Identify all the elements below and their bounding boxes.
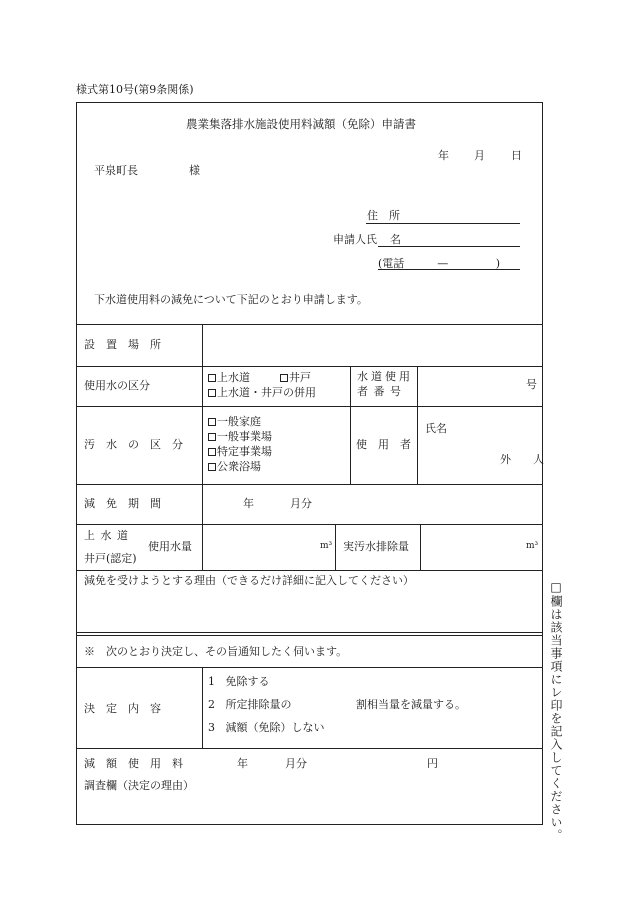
date-day-label: 日: [511, 149, 522, 162]
sewage-option-household[interactable]: 一般家庭: [208, 416, 261, 429]
period-year: 年: [243, 497, 254, 510]
vrule-mid-2: [417, 366, 418, 484]
applicant-name-label: 名: [390, 233, 401, 246]
form-title: 農業集落排水施設使用料減額（免除）申請書: [186, 117, 416, 131]
recipient-name: 平泉町長: [94, 164, 138, 177]
period-label: 減 免 期 間: [84, 497, 161, 510]
water-option-tap[interactable]: 上水道: [208, 372, 250, 385]
usage-label-bottom: 井戸(認定): [84, 552, 137, 565]
rule-5: [76, 524, 543, 525]
vrule-mid-4: [420, 524, 421, 570]
survey-field[interactable]: [84, 796, 536, 822]
date-year-label: 年: [438, 149, 449, 162]
rule-3: [76, 406, 543, 407]
water-type-label: 使用水の区分: [84, 379, 150, 392]
water-option-both[interactable]: 上水道・井戸の併用: [208, 387, 316, 400]
checkbox-icon[interactable]: [208, 418, 216, 426]
vrule-decision: [202, 667, 203, 748]
checkbox-icon[interactable]: [208, 463, 216, 471]
reason-field[interactable]: [84, 592, 536, 628]
actual-discharge-label: 実汚水排除量: [343, 540, 409, 553]
form-frame: [76, 102, 543, 825]
rule-7a: [76, 632, 543, 633]
sewage-type-label: 汚 水 の 区 分: [84, 438, 183, 451]
address-underline[interactable]: [366, 223, 520, 224]
reduction-year: 年: [237, 757, 248, 770]
rule-4: [76, 484, 543, 485]
side-note: □欄は該当事項にレ印を記入してください。: [549, 580, 563, 842]
intro-text: 下水道使用料の減免について下記のとおり申請します。: [94, 293, 368, 306]
decision-item-2-suffix: 割相当量を減量する。: [356, 698, 466, 711]
survey-label: 調査欄（決定の理由）: [84, 779, 194, 792]
form-number: 様式第10号(第9条関係): [76, 83, 194, 96]
usage-label-top: 上 水 道: [84, 529, 129, 542]
rule-2: [76, 366, 543, 367]
user-others-suffix: 外 人: [500, 453, 544, 466]
sewage-option-specific-business[interactable]: 特定事業場: [208, 446, 272, 459]
period-month: 月分: [290, 497, 312, 510]
sewage-option-general-business[interactable]: 一般事業場: [208, 431, 272, 444]
rule-6: [76, 570, 543, 571]
checkbox-icon[interactable]: [208, 448, 216, 456]
usage-label-right: 使用水量: [148, 540, 192, 553]
vrule-mid-3: [335, 524, 336, 570]
checkbox-icon[interactable]: [208, 389, 216, 397]
reduction-month: 月分: [285, 757, 307, 770]
location-label: 設 置 場 所: [84, 338, 161, 351]
vrule-mid-1: [350, 366, 351, 484]
meter-label-1: 水道使用: [357, 370, 413, 383]
meter-number-suffix: 号: [526, 378, 537, 391]
phone-label: (電話 — ): [378, 257, 501, 270]
reason-label: 減免を受けようとする理由（できるだけ詳細に記入してください）: [84, 574, 414, 587]
rule-9: [76, 748, 543, 749]
date-month-label: 月: [474, 149, 485, 162]
checkbox-icon[interactable]: [280, 374, 288, 382]
decision-notice: ※ 次のとおり決定し、その旨通知したく伺います。: [84, 645, 348, 658]
sewage-option-bathhouse[interactable]: 公衆浴場: [208, 461, 261, 474]
applicant-label: 申請人氏: [333, 233, 377, 246]
location-field[interactable]: [206, 328, 538, 362]
phone-underline[interactable]: [378, 269, 520, 270]
reduction-label: 減 額 使 用 料: [84, 757, 183, 770]
vrule-label-col: [202, 324, 203, 570]
actual-discharge-unit: m³: [526, 541, 539, 551]
decision-item-1: 1 免除する: [208, 675, 270, 688]
decision-item-3: 3 減額（免除）しない: [208, 721, 325, 734]
decision-label: 決 定 内 容: [84, 702, 161, 715]
user-name-label: 氏名: [425, 422, 447, 435]
checkbox-icon[interactable]: [208, 374, 216, 382]
rule-7b: [76, 635, 543, 636]
address-label: 住 所: [367, 209, 400, 222]
checkbox-icon[interactable]: [208, 433, 216, 441]
rule-8: [76, 667, 543, 668]
recipient-honorific: 様: [189, 164, 200, 177]
usage-unit: m³: [320, 541, 333, 551]
meter-label-2: 者 番 号: [357, 385, 402, 398]
water-option-well[interactable]: 井戸: [280, 372, 311, 385]
reduction-yen: 円: [427, 757, 438, 770]
user-label: 使 用 者: [356, 438, 411, 451]
decision-item-2: 2 所定排除量の: [208, 698, 292, 711]
rule-1: [76, 324, 543, 325]
name-underline[interactable]: [378, 246, 520, 247]
